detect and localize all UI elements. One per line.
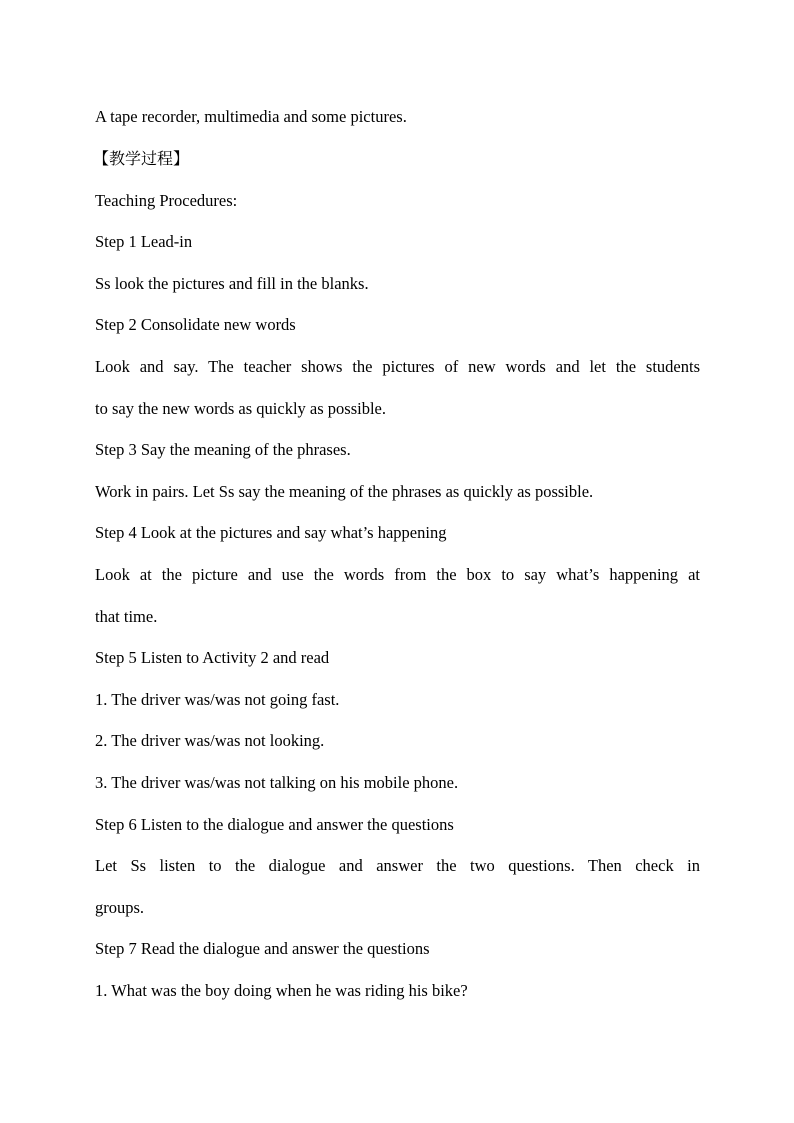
teaching-procedures-heading: Teaching Procedures:: [95, 191, 238, 210]
step-2-text-line-2: to say the new words as quickly as possible.: [95, 399, 386, 418]
step-1-text: Ss look the pictures and fill in the blanks.: [95, 274, 369, 293]
step-5-heading: Step 5 Listen to Activity 2 and read: [95, 648, 330, 667]
step-4-heading: Step 4 Look at the pictures and say what’s happening: [95, 523, 447, 542]
step-4-text-line-2: that time.: [95, 607, 158, 626]
step-6-heading: Step 6 Listen to the dialogue and answer the questions: [95, 815, 454, 834]
step-2-heading: Step 2 Consolidate new words: [95, 315, 296, 334]
section-heading-teaching-process: 【教学过程】: [93, 149, 190, 168]
step-3-text: Work in pairs. Let Ss say the meaning of the phrases as quickly as possible.: [95, 482, 594, 501]
step-7-heading: Step 7 Read the dialogue and answer the questions: [95, 939, 430, 958]
step-5-item-2: 2. The driver was/was not looking.: [95, 731, 325, 750]
step-1-heading: Step 1 Lead-in: [95, 232, 193, 251]
step-2-text-line-1: Look and say. The teacher shows the pictures of new words and let the students: [95, 357, 700, 376]
step-4-text-line-1: Look at the picture and use the words from the box to say what’s happening at: [95, 565, 700, 584]
step-5-item-3: 3. The driver was/was not talking on his mobile phone.: [95, 773, 459, 792]
step-3-heading: Step 3 Say the meaning of the phrases.: [95, 440, 351, 459]
step-6-text-line-2: groups.: [95, 898, 145, 917]
step-6-text-line-1: Let Ss listen to the dialogue and answer the two questions. Then check in: [95, 856, 700, 875]
step-7-question-1: 1. What was the boy doing when he was riding his bike?: [95, 981, 468, 1000]
step-5-item-1: 1. The driver was/was not going fast.: [95, 690, 340, 709]
materials-line: A tape recorder, multimedia and some pictures.: [95, 107, 407, 126]
